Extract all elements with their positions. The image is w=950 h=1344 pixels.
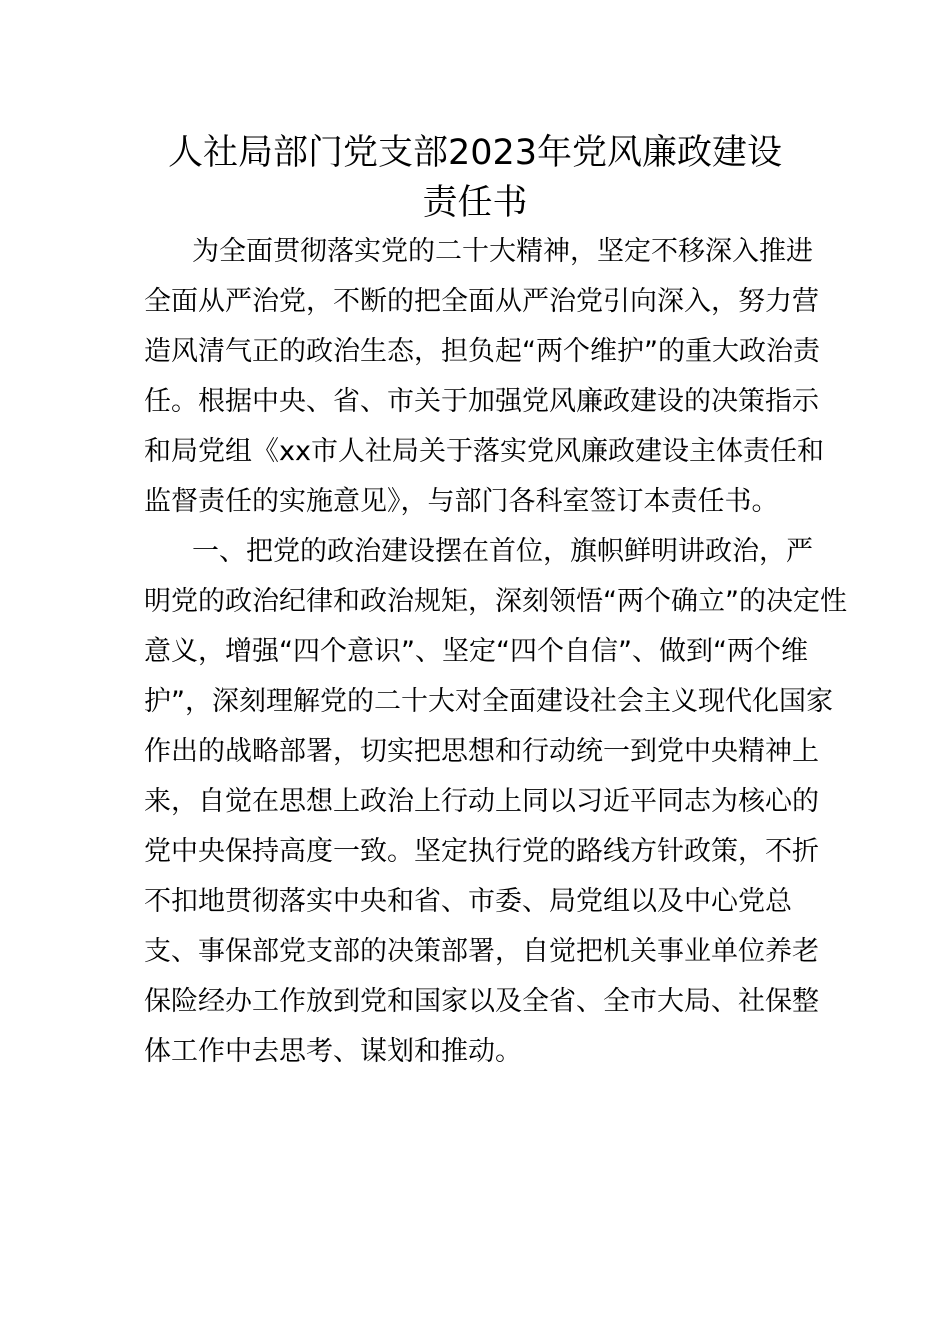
paragraph-line: 为全面贯彻落实党的二十大精神，坚定不移深入推进 [192,236,813,267]
paragraph-line: 和局党组《xx市人社局关于落实党风廉政建设主体责任和 [144,436,824,467]
paragraph-line: 全面从严治党，不断的把全面从严治党引向深入，努力营 [144,286,819,317]
paragraph-line: 监督责任的实施意见》，与部门各科室签订本责任书。 [144,486,779,517]
paragraph-line: 明党的政治纪律和政治规矩，深刻领悟“两个确立”的决定性 [144,586,847,617]
paragraph-line: 来，自觉在思想上政治上行动上同以习近平同志为核心的 [144,786,819,817]
paragraph-line: 造风清气正的政治生态，担负起“两个维护”的重大政治责 [144,336,820,367]
document-title-line-1: 人社局部门党支部2023年党风廉政建设 [167,133,783,173]
paragraph-line: 一、把党的政治建设摆在首位，旗帜鲜明讲政治，严 [192,536,813,567]
paragraph-line: 体工作中去思考、谋划和推动。 [144,1036,522,1067]
paragraph-line: 保险经办工作放到党和国家以及全省、全市大局、社保整 [144,986,819,1017]
paragraph-line: 党中央保持高度一致。坚定执行党的路线方针政策，不折 [144,836,819,867]
paragraph-line: 支、事保部党支部的决策部署，自觉把机关事业单位养老 [144,936,819,967]
document-title-line-2: 责任书 [422,183,528,223]
paragraph-line: 不扣地贯彻落实中央和省、市委、局党组以及中心党总 [144,886,792,917]
paragraph-line: 意义，增强“四个意识”、坚定“四个自信”、做到“两个维 [144,636,808,667]
paragraph-line: 任。根据中央、省、市关于加强党风廉政建设的决策指示 [144,386,819,417]
paragraph-line: 护”，深刻理解党的二十大对全面建设社会主义现代化国家 [144,686,833,717]
paragraph-line: 作出的战略部署，切实把思想和行动统一到党中央精神上 [144,736,819,767]
